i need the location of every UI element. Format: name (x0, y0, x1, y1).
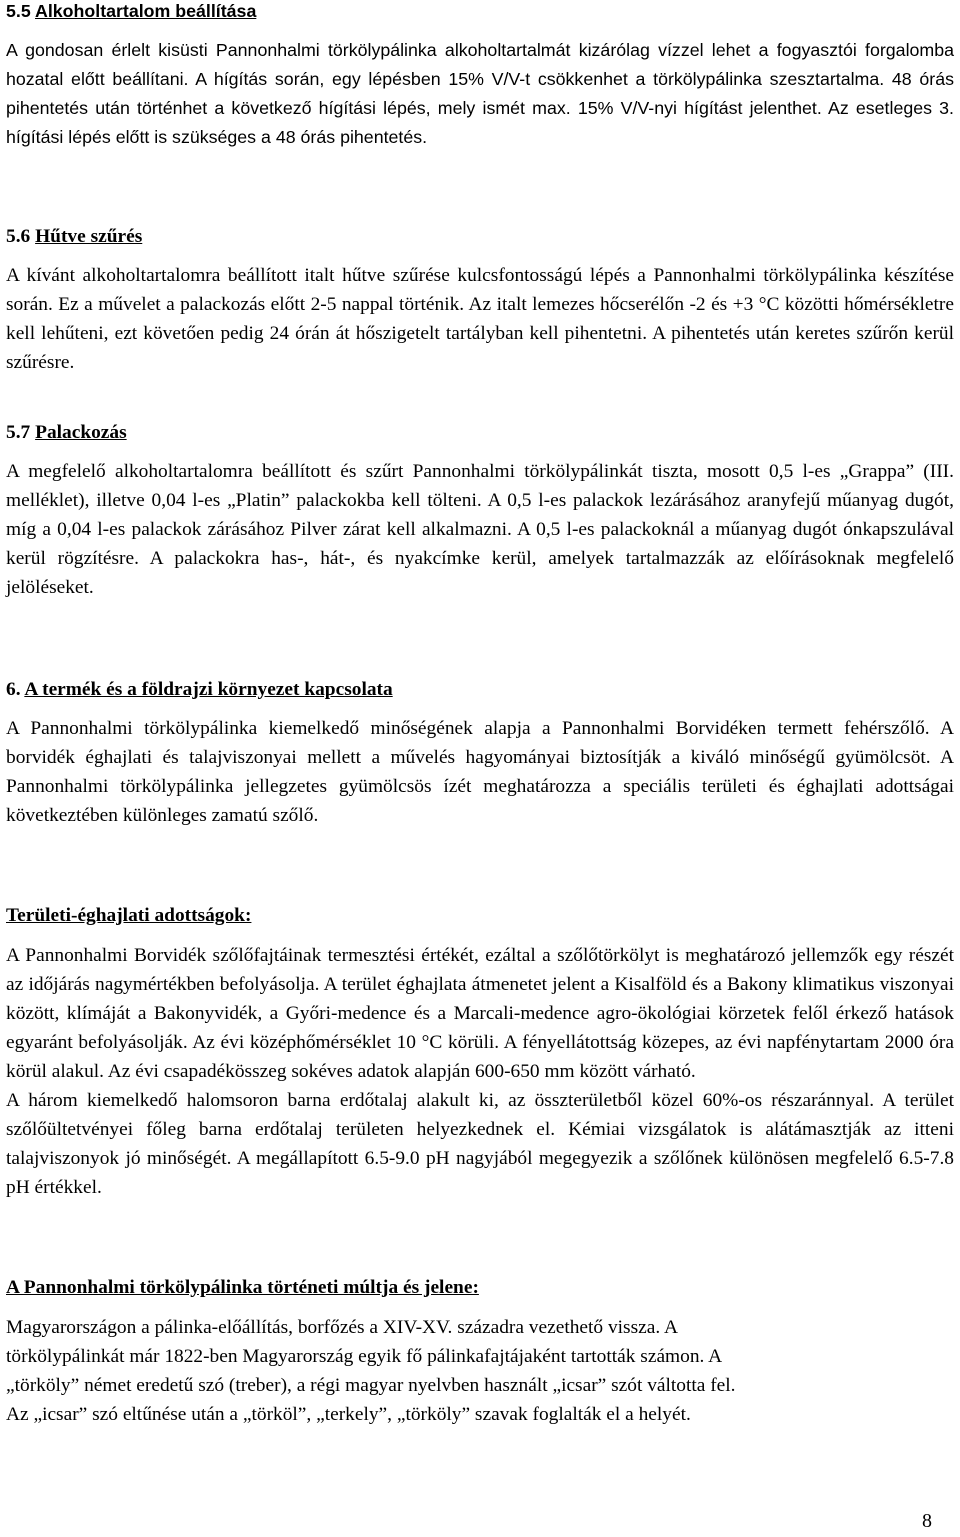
section-title: A termék és a földrajzi környezet kapcsolata (24, 679, 393, 700)
section-number: 6. (6, 679, 25, 700)
terulet-body (6, 941, 954, 1202)
section-title: Palackozás (35, 422, 127, 443)
subheading-title: A Pannonhalmi törkölypálinka történeti múltja és jelene: (6, 1277, 479, 1298)
tortenet-body (6, 1313, 954, 1429)
section-5-6-body (6, 261, 954, 377)
paragraph: A gondosan érlelt kisüsti Pannonhalmi törkölypálinka alkoholtartalmát kizárólag vízzel lehet a fogyasztói forgalomba hozatal előtt beállítani. A hígítás során, egy lépésben 15% V/V-t csökkenhet a törkölypálinka szesztartalma. 48 órás pihentetés után történhet a következő hígítási lépés, mely ismét max. 15% V/V-nyi hígítást jelenthet. Az esetleges 3. hígítási lépés előtt is szükséges a 48 órás pihentetés. (6, 40, 954, 147)
section-title: Hűtve szűrés (35, 226, 143, 247)
subheading-title: Területi-éghajlati adottságok: (6, 905, 252, 926)
section-5-5-heading (6, 0, 954, 26)
text-line: törkölypálinkát már 1822-ben Magyarország egyik fő pálinkafajtájaként tartották számon. A (6, 1346, 723, 1367)
section-title: Alkoholtartalom beállítása (35, 1, 257, 21)
section-5-5-body (6, 36, 954, 152)
terulet-heading (6, 901, 954, 930)
section-5-6-heading (6, 222, 954, 251)
section-6-heading (6, 675, 954, 704)
text-line: „törköly” német eredetű szó (treber), a régi magyar nyelvben használt „icsar” szót váltotta fel. (6, 1375, 736, 1396)
paragraph: A kívánt alkoholtartalomra beállított italt hűtve szűrése kulcsfontosságú lépés a Pannonhalmi törkölypálinka készítése során. Ez a művelet a palackozás előtt 2-5 nappal történik. Az italt lemezes hőcserélőn -2 és +3 °C közötti hőmérsékletre kell lehűteni, ezt követően pedig 24 órán át hőszigetelt tartályban kell pihentetni. A pihentetés után keretes szűrőn kerül szűrésre. (6, 265, 954, 373)
paragraph: A megfelelő alkoholtartalomra beállított és szűrt Pannonhalmi törkölypálinkát tiszta, mosott 0,5 l-es „Grappa” (III. melléklet), illetve 0,04 l-es „Platin” palackokba kell tölteni. A 0,5 l-es palackok lezárásához aranyfejű műanyag dugót, míg a 0,04 l-es palackok zárásához Pilver zárat kell alkalmazni. A 0,5 l-es palackoknál a műanyag dugót ónkapszulával kerül rögzítésre. A palackokra has-, hát-, és nyakcímke kerül, amelyek tartalmazzák az előírásoknak megfelelő jelöléseket. (6, 461, 954, 598)
text-line: Magyarországon a pálinka-előállítás, borfőzés a XIV-XV. századra vezethető vissza. A (6, 1317, 678, 1338)
section-number: 5.5 (6, 1, 35, 21)
paragraph: A Pannonhalmi törkölypálinka kiemelkedő minőségének alapja a Pannonhalmi Borvidéken termett fehérszőlő. A borvidék éghajlati és talajviszonyai mellett a művelés hagyományai biztosítják a kiváló minőségű gyümölcsöt. A Pannonhalmi törkölypálinka jellegzetes gyümölcsös ízét meghatározza a speciális területi és éghajlati adottságai következtében különleges zamatú szőlő. (6, 718, 954, 826)
page-number: 8 (922, 1510, 932, 1532)
section-5-7-body (6, 457, 954, 602)
paragraph: A három kiemelkedő halomsoron barna erdőtalaj alakult ki, az összterületből közel 60%-os részaránnyal. A terület szőlőültetvényei főleg barna erdőtalaj területen helyezkednek el. Kémiai vizsgálatok is alátámasztják az itteni talajviszonyok jó minőségét. A megállapított 6.5-9.0 pH nagyjából megegyezik a szőlőnek különösen megfelelő 6.5-7.8 pH értékkel. (6, 1090, 954, 1198)
section-number: 5.6 (6, 226, 36, 247)
section-5-7-heading (6, 418, 954, 447)
tortenet-heading (6, 1273, 954, 1302)
text-line: Az „icsar” szó eltűnése után a „törköl”, „terkely”, „törköly” szavak foglalták el a helyét. (6, 1404, 691, 1425)
section-number: 5.7 (6, 422, 36, 443)
section-6-body (6, 714, 954, 830)
paragraph: A Pannonhalmi Borvidék szőlőfajtáinak termesztési értékét, ezáltal a szőlőtörkölyt is meghatározó jellemzők egy részét az időjárás nagymértékben befolyásolja. A terület éghajlata átmenetet jelent a Kisalföld és a Bakony klimatikus viszonyai között, klímáját a Bakonyvidék, a Győri-medence és a Marcali-medence agro-ökológiai körzetek felől érkező hatások egyaránt befolyásolják. Az évi középhőmérséklet 10 °C körüli. A fényellátottság közepes, az évi napfénytartam 2000 óra körül alakul. Az évi csapadékösszeg sokéves adatok alapján 600-650 mm között várható. (6, 945, 954, 1082)
